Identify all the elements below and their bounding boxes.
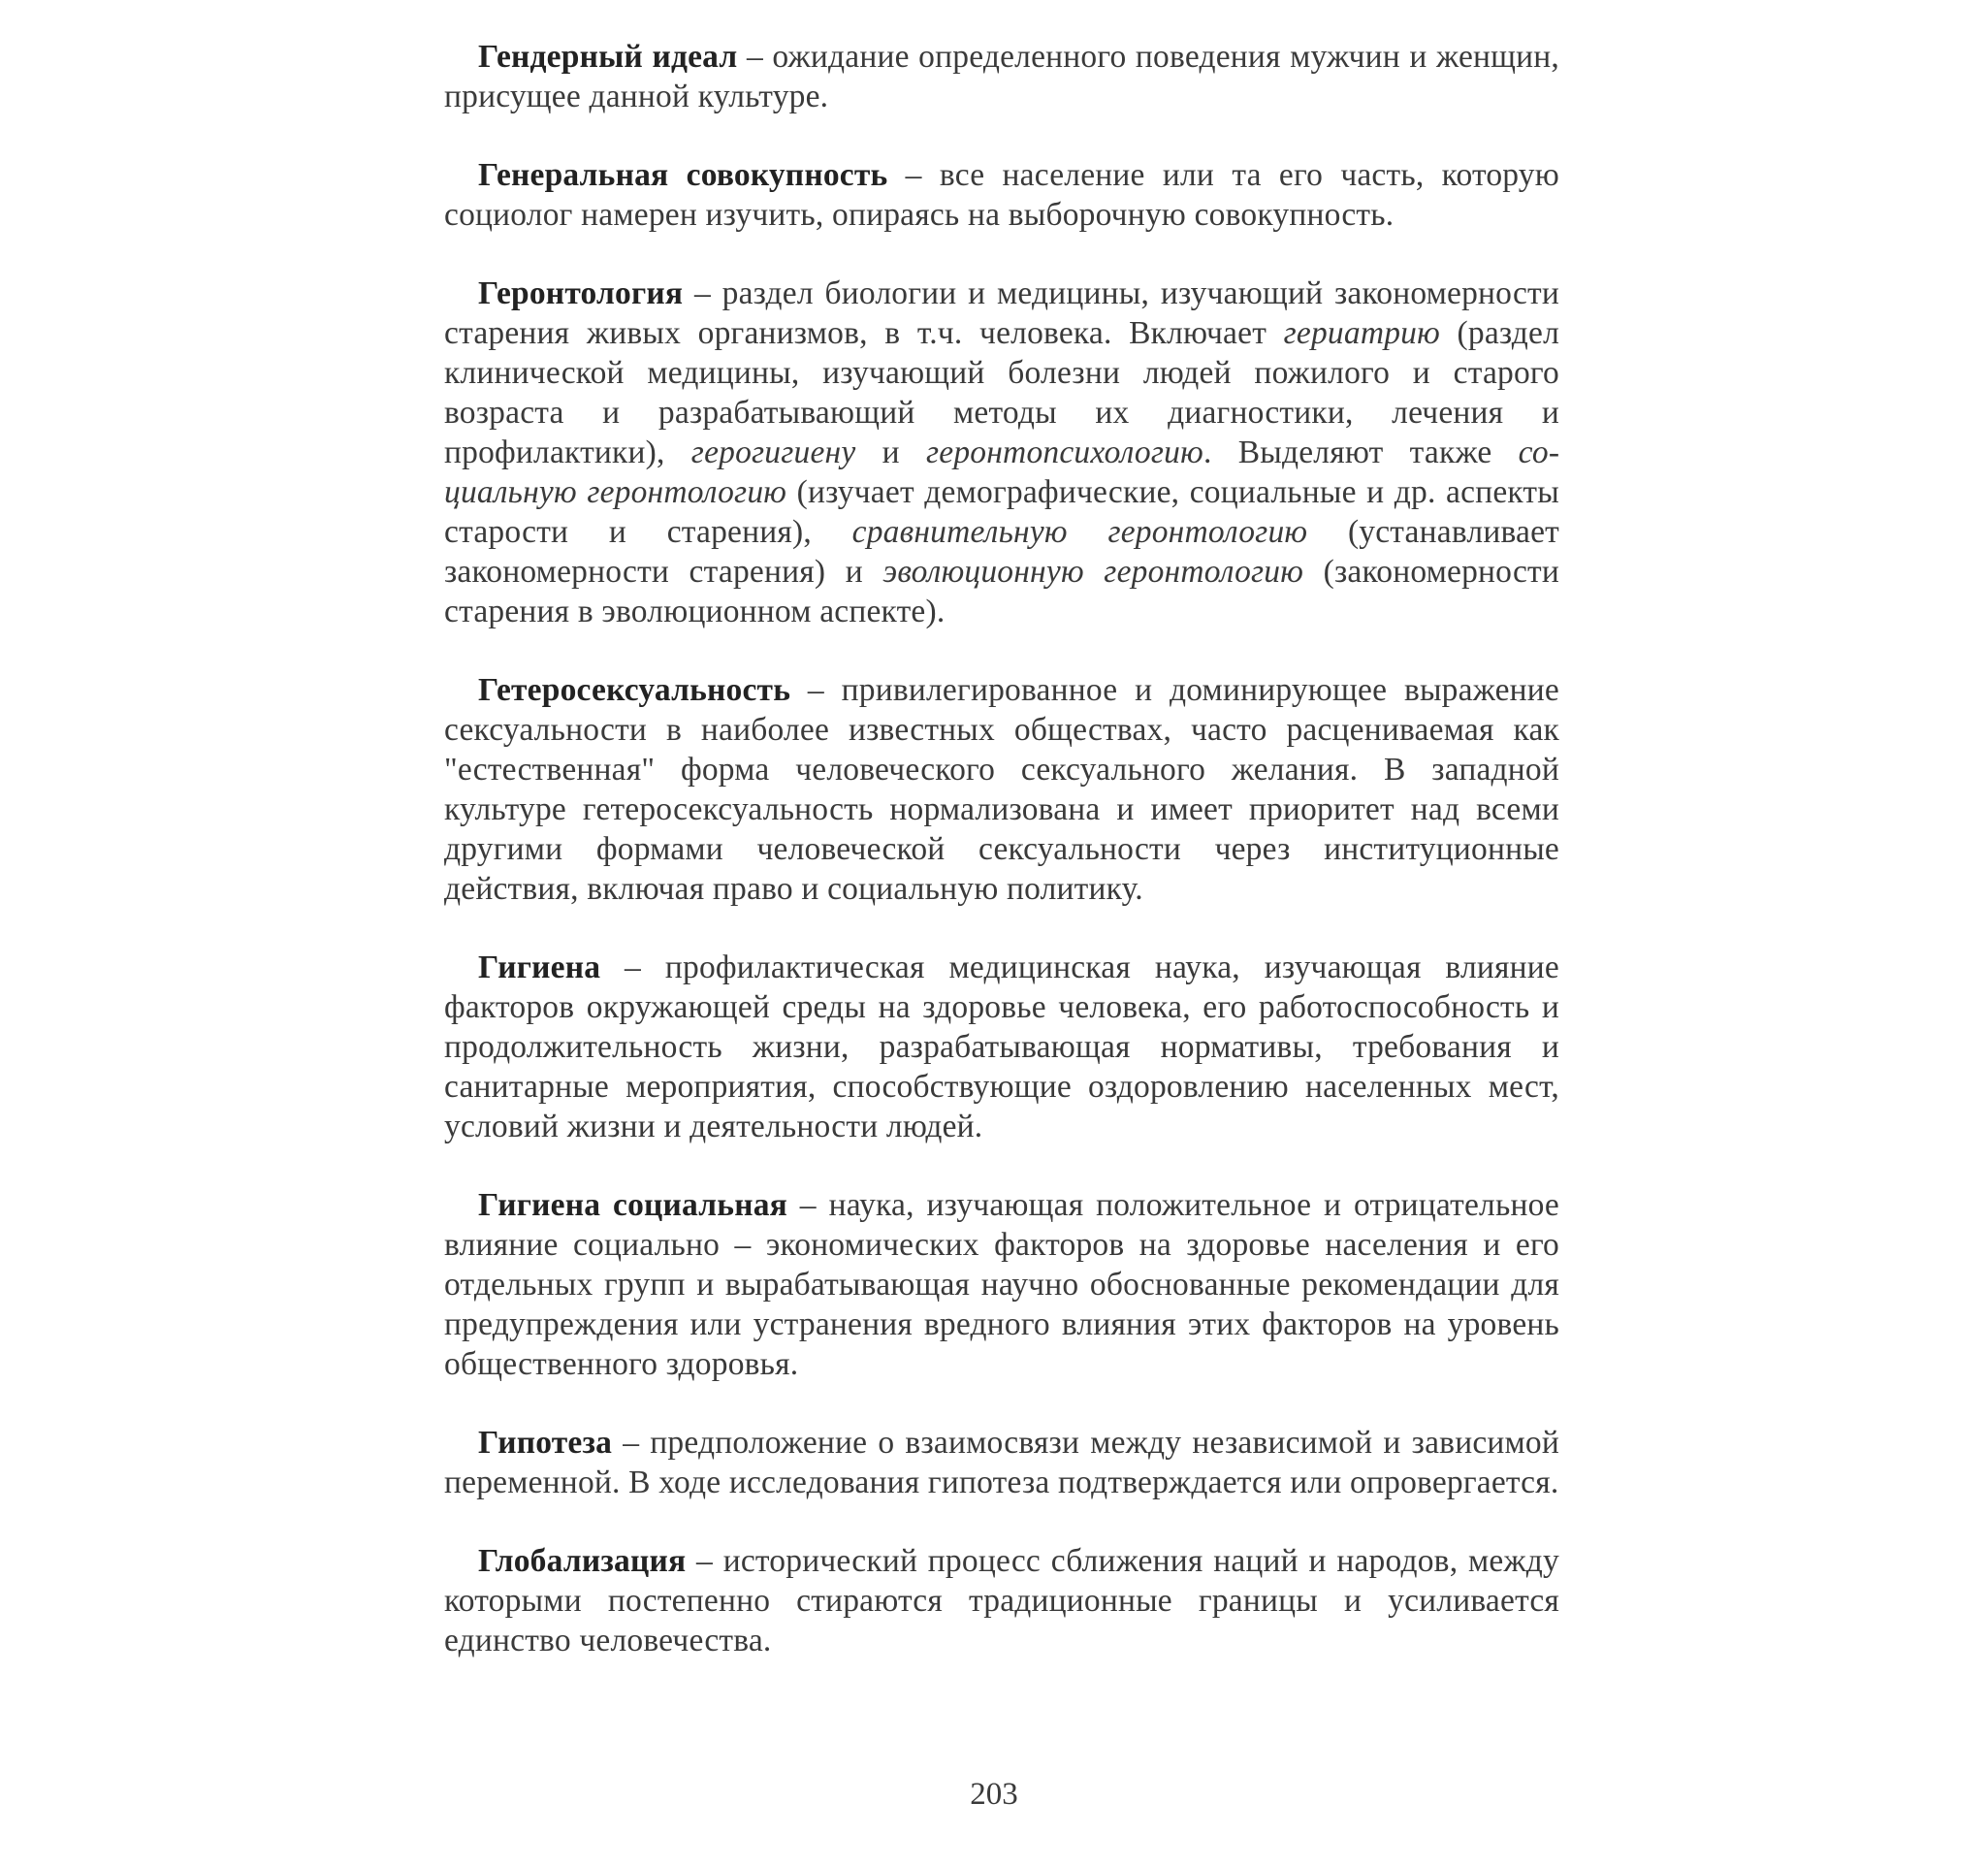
glossary-entry [444, 155, 1559, 235]
definition-text: (закономерности старения в эволюционном аспекте). [444, 554, 1559, 629]
definition-text: – раздел биологии и медицины, изучающий закономерности старения живых организмов, в т.ч. человека. Включает [444, 275, 1559, 351]
glossary-term: Гипотеза [478, 1425, 613, 1461]
definition-text: (изучает демографические, социальные и др. аспекты старости и старения), [444, 474, 1559, 550]
glossary-term: Гетеросексуальность [478, 672, 791, 708]
definition-text: – профилактическая медицинская наука, изучающая влияние факторов окружающей среды на здоровье человека, его работоспособность и продолжительность жизни, разрабатывающая нормативы, требования и санитарные мероприятия, способствующие оздоровлению населенных мест, условий жизни и деятельности людей. [444, 950, 1559, 1144]
definition-text: и [855, 435, 926, 470]
definition-emphasis: герогигиену [690, 435, 856, 470]
glossary-text [444, 37, 1559, 1699]
definition-text: – предположение о взаимосвязи между независимой и зависимой переменной. В ходе исследования гипотеза подтверждается или опровергается. [444, 1425, 1559, 1500]
glossary-entry [444, 1423, 1559, 1502]
glossary-entry [444, 1541, 1559, 1660]
definition-text: . Выделяют также [1202, 435, 1519, 470]
glossary-entry [444, 670, 1559, 909]
glossary-term: Генеральная совокупность [478, 157, 888, 193]
glossary-term: Глобализация [478, 1543, 687, 1579]
definition-text: (устанавливает закономерности старения) и [444, 514, 1560, 590]
definition-text: (раздел клинической медицины, изучающий болезни людей пожилого и старого возраста и разрабатывающий методы их диагностики, лечения и профилактики), [444, 315, 1559, 470]
glossary-entry [444, 948, 1559, 1146]
glossary-entry [444, 274, 1559, 631]
definition-text: – наука, изучающая положительное и отрицательное влияние социально – экономических факторов на здоровье населения и его отдельных групп и вырабатывающая научно обоснованные рекомендации для предупреждения или устранения вредного влияния этих факторов на уровень общественного здоровья. [444, 1187, 1559, 1382]
page-number: 203 [970, 1777, 1018, 1812]
glossary-term: Геронтология [478, 275, 684, 311]
glossary-term: Гендерный идеал [478, 39, 738, 75]
glossary-term: Гигиена социальная [478, 1187, 787, 1223]
glossary-entry [444, 37, 1559, 116]
definition-emphasis: эволюционную геронтологию [882, 554, 1304, 590]
definition-text: – все население или та его часть, которую социолог намерен изучить, опираясь на выборочную совокупность. [444, 157, 1559, 233]
definition-text: – привилегированное и доминирующее выражение сексуальности в наиболее известных обществах, часто расцениваемая как "естественная" форма человеческого сексуального желания. В западной культуре гетеросексуальность нормализована и имеет приоритет над всеми другими формами человеческой сексуальности через институционные действия, включая право и социальную политику. [444, 672, 1559, 907]
definition-emphasis: геронтопсихологию [926, 435, 1203, 470]
definition-text: – ожидание определенного поведения мужчин и женщин, присущее данной культуре. [444, 39, 1559, 114]
glossary-term: Гигиена [478, 950, 601, 985]
glossary-entry [444, 1185, 1559, 1384]
definition-text: – исторический процесс сближения наций и народов, между которыми постепенно стираются традиционные границы и усиливается единство человечества. [444, 1543, 1559, 1658]
definition-emphasis: сравнительную геронтологию [851, 514, 1308, 550]
definition-emphasis: гериатрию [1283, 315, 1440, 351]
definition-emphasis: социальную геронтологию [444, 435, 1559, 510]
